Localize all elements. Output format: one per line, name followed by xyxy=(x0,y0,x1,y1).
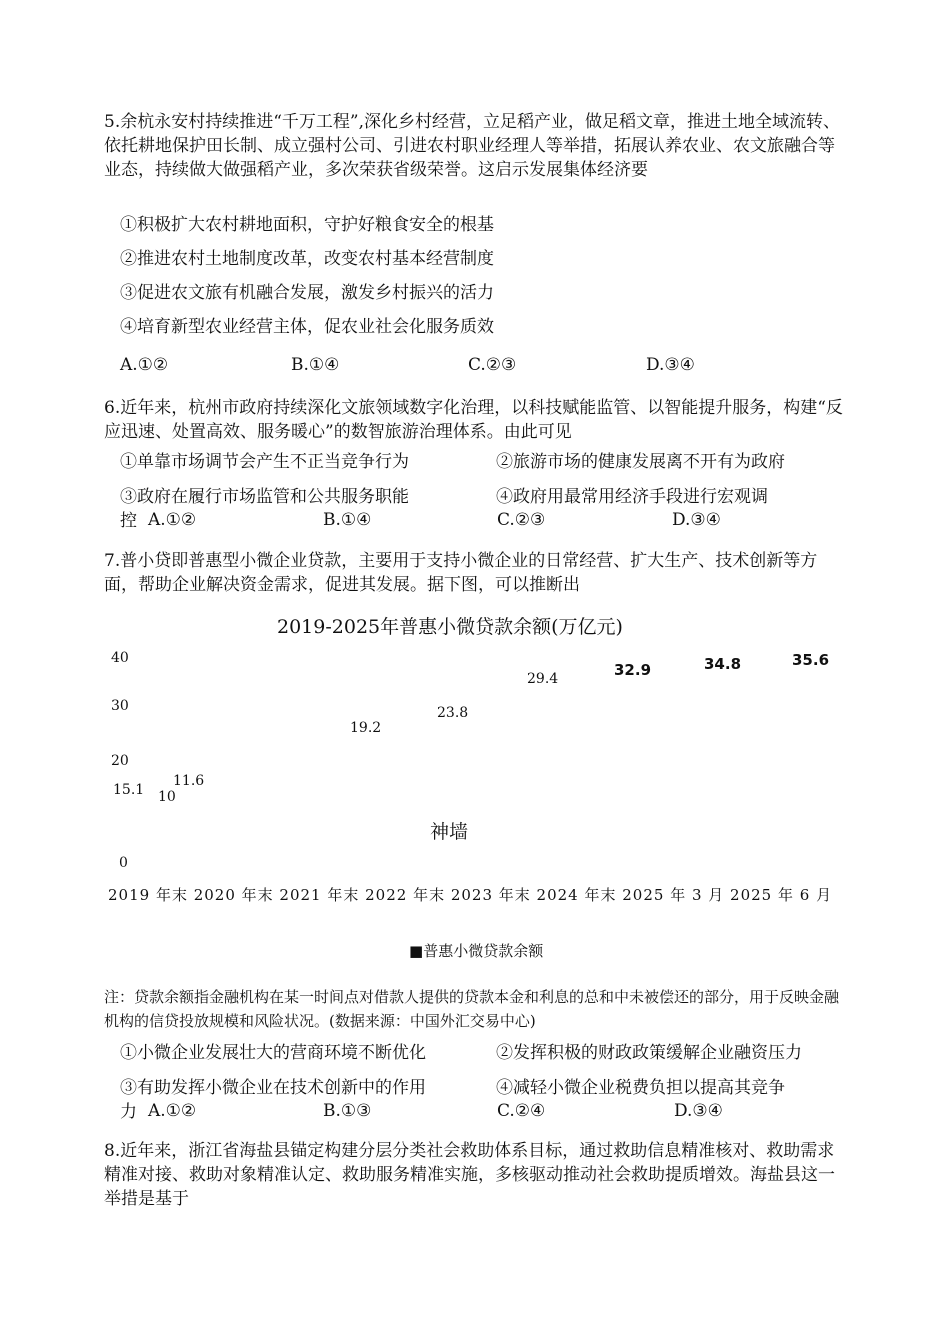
q7-choice-c: C.②④ xyxy=(497,1101,546,1121)
q5-option-1: ①积极扩大农村耕地面积，守护好粮食安全的根基 xyxy=(120,215,494,235)
y-tick-30: 30 xyxy=(111,698,129,714)
q7-option-4-wrap: 力 xyxy=(120,1102,137,1122)
q7-choice-d: D.③④ xyxy=(674,1101,723,1121)
q6-option-3: ③政府在履行市场监管和公共服务职能 xyxy=(120,487,409,507)
q6-stem: 6.近年来，杭州市政府持续深化文旅领域数字化治理，以科技赋能监管、以智能提升服务，构建“反应迅速、处置高效、服务暖心”的数智旅游治理体系。由此可见 xyxy=(104,398,843,442)
q6-choice-a: A.①② xyxy=(148,510,197,530)
q7-option-1: ①小微企业发展壮大的营商环境不断优化 xyxy=(120,1043,426,1063)
q8-stem: 8.近年来，浙江省海盐县锚定构建分层分类社会救助体系目标，通过救助信息精准核对、救助需求精准对接、救助对象精准认定、救助服务精准实施，多核驱动推动社会救助提质增效。海盐县这一举措是基于 xyxy=(104,1141,835,1209)
q6-option-2: ②旅游市场的健康发展离不开有为政府 xyxy=(496,452,785,472)
data-label-2025-06: 35.6 xyxy=(792,651,830,669)
q6-option-1: ①单靠市场调节会产生不正当竞争行为 xyxy=(120,452,409,472)
legend-square-icon: ■ xyxy=(409,942,424,960)
chart-legend xyxy=(409,940,543,961)
y-tick-40: 40 xyxy=(111,650,129,666)
chart-title: 2019-2025年普惠小微贷款余额(万亿元) xyxy=(277,616,623,638)
y-tick-0: 0 xyxy=(119,855,128,871)
q6-choice-b: B.①④ xyxy=(323,510,372,530)
data-label-2019: 11.6 xyxy=(173,773,205,789)
data-label-2021: 19.2 xyxy=(350,720,382,736)
data-label-2025-03: 34.8 xyxy=(704,655,742,673)
q5-choice-b: B.①④ xyxy=(291,355,340,375)
q6-option-4: ④政府用最常用经济手段进行宏观调 xyxy=(496,487,768,507)
y-tick-10: 10 xyxy=(158,789,176,805)
q7-option-2: ②发挥积极的财政政策缓解企业融资压力 xyxy=(496,1043,802,1063)
q5-option-2: ②推进农村土地制度改革，改变农村基本经营制度 xyxy=(120,249,494,269)
q5-choice-c: C.②③ xyxy=(468,355,517,375)
q7-option-4: ④减轻小微企业税费负担以提高其竞争 xyxy=(496,1078,785,1098)
q6-option-4-wrap: 控 xyxy=(120,511,137,531)
y-tick-20: 20 xyxy=(111,753,129,769)
chart-note: 注：贷款余额指金融机构在某一时间点对借款人提供的贷款本金和利息的总和中未被偿还的部分，用于反映金融机构的信贷投放规模和风险状况。(数据来源：中国外汇交易中心) xyxy=(104,988,840,1030)
q7-choice-a: A.①② xyxy=(148,1101,197,1121)
q5-choice-a: A.①② xyxy=(120,355,169,375)
q7-option-3: ③有助发挥小微企业在技术创新中的作用 xyxy=(120,1078,426,1098)
data-label-2020: 15.1 xyxy=(113,782,145,798)
data-label-2022: 23.8 xyxy=(437,705,469,721)
data-label-2024: 32.9 xyxy=(614,661,652,679)
q5-option-3: ③促进农文旅有机融合发展，激发乡村振兴的活力 xyxy=(120,283,494,303)
chart-watermark: 神墙 xyxy=(430,821,469,843)
q5-option-4: ④培育新型农业经营主体，促农业社会化服务质效 xyxy=(120,317,494,337)
x-axis-category-labels: 2019 年末 2020 年末 2021 年末 2022 年末 2023 年末 2024 年末 2025 年 3 月 2025 年 6 月 xyxy=(108,886,833,904)
q5-stem: 5.余杭永安村持续推进“千万工程”,深化乡村经营，立足稻产业，做足稻文章，推进土地全域流转、依托耕地保护田长制、成立强村公司、引进农村职业经理人等举措，拓展认养农业、农文旅融合等业态，持续做大做强稻产业，多次荣获省级荣誉。这启示发展集体经济要 xyxy=(104,112,841,180)
q7-choice-b: B.①③ xyxy=(323,1101,372,1121)
q6-choice-c: C.②③ xyxy=(497,510,546,530)
q6-choice-d: D.③④ xyxy=(672,510,721,530)
q5-choice-d: D.③④ xyxy=(646,355,695,375)
data-label-2023: 29.4 xyxy=(527,671,559,687)
q7-stem: 7.普小贷即普惠型小微企业贷款，主要用于支持小微企业的日常经营、扩大生产、技术创新等方面，帮助企业解决资金需求，促进其发展。据下图，可以推断出 xyxy=(104,551,818,595)
legend-series-name: 普惠小微贷款余额 xyxy=(423,942,544,960)
